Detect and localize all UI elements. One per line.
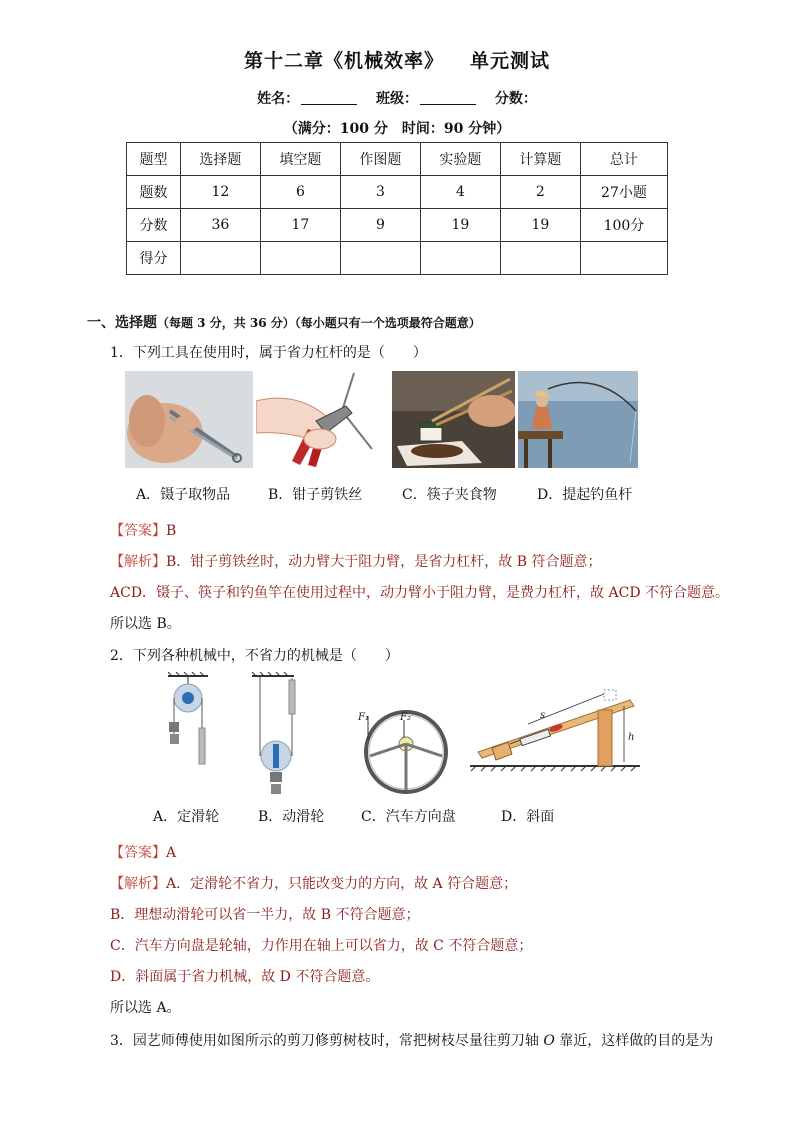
fixed-pulley-figure xyxy=(158,672,218,772)
table-row xyxy=(127,143,668,176)
analysis-text: B．钳子剪铁丝时，动力臂大于阻力臂，是省力杠杆，故 B 符合题意； xyxy=(166,554,602,570)
q3-stem-part-1: 3．园艺师傅使用如图所示的剪刀修剪树枝时，常把树枝尽量往剪刀轴 xyxy=(110,1033,544,1049)
table-cell: 分数 xyxy=(127,209,181,242)
q1-analysis-line-2: ACD．镊子、筷子和钓鱼竿在使用过程中，动力臂小于阻力臂，是费力杠杆，故 ACD 不符合题意。 xyxy=(110,585,729,601)
page-title xyxy=(0,46,794,73)
table-cell: 19 xyxy=(420,209,500,242)
class-label: 班级： xyxy=(376,91,418,107)
analysis-label: 【解析】 xyxy=(110,554,166,570)
name-blank xyxy=(301,90,357,105)
q1-analysis-line-1 xyxy=(110,551,601,571)
question-1-stem: 1．下列工具在使用时，属于省力杠杆的是（ ） xyxy=(110,345,427,361)
name-label: 姓名： xyxy=(257,91,300,107)
table-cell: 得分 xyxy=(127,242,181,275)
q1-option-c: C．筷子夹食物 xyxy=(402,487,497,503)
height-label-h: h xyxy=(628,732,635,743)
q1-analysis-line-3: 所以选 B。 xyxy=(110,616,181,632)
table-cell: 题数 xyxy=(127,176,181,209)
table-cell: 9 xyxy=(340,209,420,242)
q1-option-b: B．钳子剪铁丝 xyxy=(268,487,363,503)
inclined-plane-figure xyxy=(470,684,640,772)
answer-label: 【答案】 xyxy=(110,845,166,861)
q2-option-b: B．动滑轮 xyxy=(258,809,325,825)
score-input-cell[interactable] xyxy=(260,242,340,275)
table-cell: 17 xyxy=(260,209,340,242)
student-info-line xyxy=(0,88,794,108)
class-blank xyxy=(420,90,476,105)
q2-option-a: A．定滑轮 xyxy=(153,809,220,825)
question-2-stem: 2．下列各种机械中，不省力的机械是（ ） xyxy=(110,648,399,664)
score-input-cell[interactable] xyxy=(420,242,500,275)
table-cell: 题型 xyxy=(127,143,181,176)
answer-label: 【答案】 xyxy=(110,523,166,539)
q2-answer-line xyxy=(110,842,176,862)
table-row xyxy=(127,176,668,209)
q1-option-a: A．镊子取物品 xyxy=(136,487,231,503)
title-chapter: 第十二章《机械效率》 xyxy=(243,50,444,72)
table-cell: 计算题 xyxy=(500,143,580,176)
q3-stem-part-2: 靠近，这样做的目的是为 xyxy=(554,1033,714,1049)
q2-option-c: C．汽车方向盘 xyxy=(361,809,456,825)
section-heading xyxy=(87,312,481,332)
table-cell: 作图题 xyxy=(340,143,420,176)
table-cell: 12 xyxy=(180,176,260,209)
score-input-cell[interactable] xyxy=(180,242,260,275)
table-cell: 选择题 xyxy=(180,143,260,176)
pliers-image xyxy=(256,371,386,468)
force-label-f2: F₂ xyxy=(400,712,411,723)
fishing-image xyxy=(518,371,638,468)
q1-option-d: D．提起钓鱼杆 xyxy=(537,487,633,503)
table-cell: 27小题 xyxy=(580,176,667,209)
movable-pulley-figure xyxy=(248,672,308,802)
table-cell: 总计 xyxy=(580,143,667,176)
steering-wheel-figure xyxy=(356,706,456,798)
q2-analysis-line-1 xyxy=(110,873,517,893)
q2-analysis-line-5: 所以选 A。 xyxy=(110,1000,181,1016)
table-cell: 实验题 xyxy=(420,143,500,176)
q3-axis-o: O xyxy=(543,1033,555,1049)
analysis-text: A．定滑轮不省力，只能改变力的方向，故 A 符合题意； xyxy=(166,876,518,892)
exam-subtitle: （满分：100 分 时间：90 分钟） xyxy=(283,121,511,137)
section-note: （每题 3 分，共 36 分）（每小题只有一个选项最符合题意） xyxy=(157,316,481,330)
section-title: 一、选择题 xyxy=(87,315,157,331)
score-input-cell[interactable] xyxy=(580,242,667,275)
score-label: 分数： xyxy=(494,91,537,107)
pliers-illustration xyxy=(256,371,386,468)
tweezers-image xyxy=(125,371,253,468)
title-unit-test: 单元测试 xyxy=(470,50,551,72)
chopsticks-illustration xyxy=(392,371,515,468)
table-cell: 100分 xyxy=(580,209,667,242)
score-table xyxy=(126,142,668,275)
table-row xyxy=(127,209,668,242)
table-cell: 19 xyxy=(500,209,580,242)
table-cell: 36 xyxy=(180,209,260,242)
fishing-illustration xyxy=(518,371,638,468)
tweezers-illustration xyxy=(125,371,253,468)
force-label-f1: F₁ xyxy=(358,712,369,723)
table-cell: 6 xyxy=(260,176,340,209)
q1-answer-line xyxy=(110,520,176,540)
table-row xyxy=(127,242,668,275)
score-input-cell[interactable] xyxy=(340,242,420,275)
table-cell: 填空题 xyxy=(260,143,340,176)
answer-value: A xyxy=(166,845,177,861)
table-cell: 4 xyxy=(420,176,500,209)
table-cell: 2 xyxy=(500,176,580,209)
analysis-label: 【解析】 xyxy=(110,876,166,892)
chopsticks-image xyxy=(392,371,515,468)
q2-analysis-line-2: B．理想动滑轮可以省一半力，故 B 不符合题意； xyxy=(110,907,420,923)
q2-option-d: D．斜面 xyxy=(501,809,555,825)
answer-value: B xyxy=(166,523,177,539)
question-3-stem xyxy=(110,1030,713,1050)
distance-label-s: s xyxy=(540,710,546,721)
table-cell: 3 xyxy=(340,176,420,209)
q2-analysis-line-3: C．汽车方向盘是轮轴，力作用在轴上可以省力，故 C 不符合题意； xyxy=(110,938,533,954)
q2-analysis-line-4: D．斜面属于省力机械，故 D 不符合题意。 xyxy=(110,969,380,985)
score-input-cell[interactable] xyxy=(500,242,580,275)
